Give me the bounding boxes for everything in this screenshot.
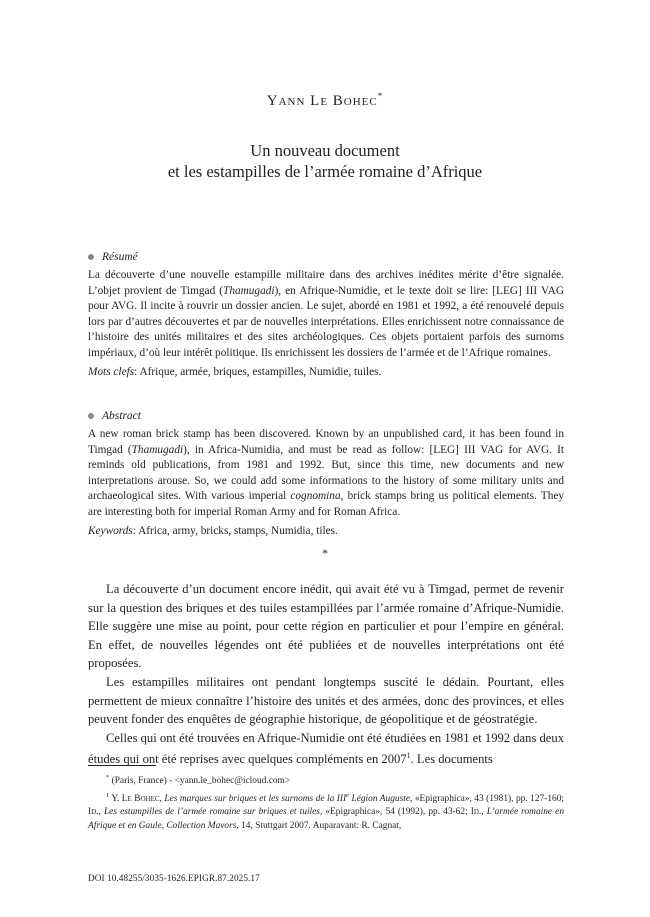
resume-text: La découverte d’une nouvelle estampille militaire dans des archives inédites mérite d’être signalée. L’objet provient de Timgad (Thamugadi), en Afrique-Numidie, et le texte doit se lire: [LEG] III VAG pour AVG. Il incite à rouvrir un dossier ancien. Le sujet, abordé en 1981 et 1992, a été renouvelé depuis lors par d’autres découvertes et par de nouvelles interprétations. Elles enrichissent notre connaissance de l’histoire des unités militaires et des sites archéologiques. Ces objets portaient parfois des surnoms impériaux, d’où leur intérêt politique. Ils enrichissent les dossiers de l’armée et de l’Afrique romaines. <box>88 269 564 359</box>
resume-block <box>88 268 564 380</box>
author-footnote-mark[interactable]: * <box>377 91 384 101</box>
footnotes <box>88 771 564 833</box>
resume-heading: Résumé <box>88 251 138 263</box>
body-paragraph-1: La découverte d’un document encore inédit, qui avait été vu à Timgad, permet de revenir sur la question des briques et des tuiles estampillées par l’armée romaine d’Afrique-Numidie. Elle suggère une mise au point, pour cette région en particulier et pour l’empire en général. En effet, de nouvelles légendes ont été publiées et de nouvelles interprétations ont été proposées. <box>88 582 564 671</box>
footnote-ref-1[interactable]: 1 <box>406 751 411 761</box>
body-paragraph-2: Les estampilles militaires ont pendant longtemps suscité le dédain. Pourtant, elles permettent de mieux connaître l’histoire des unités et des armées, donc des provinces, et elles peuvent fonder des enquêtes de géographie historique, de géopolitique et de géostratégie. <box>88 674 564 727</box>
footnote-1: $^1$ Y. Le Bohec, Les marques sur briques et les surnoms de la IIIe Légion Auguste, «Epigraphica», 43 (1981), pp. 127-160; Id., Les estampilles de l’armée romaine sur briques et tuiles, «Epigraphica», 54 (1992), pp. 43-62; Id., L’armée romaine en Afrique et en Gaule, Collection Mavors, 14, Stuttgart 2007. Auparavant: R. Cagnat, <box>88 791 565 831</box>
doi-identifier[interactable]: DOI 10.48255/3035-1626.EPIGR.87.2025.17 <box>88 873 260 883</box>
resume-keywords: Mots clefs: Afrique, armée, briques, estampilles, Numidie, tuiles. <box>88 365 382 378</box>
abstract-text: A new roman brick stamp has been discovered. Known by an unpublished card, it has been found in Timgad (Thamugadi), in Africa-Numidia, and must be read as follow: [LEG] III VAG for AVG. It reminds old publications, from 1981 and 1992. But, since this time, new documents and new interpretations arouse. So, we could add some informations to the history of some military units and archaeological sites. With various imperial cognomina, brick stamps bring us political elements. They are interesting both for imperial Roman Army and for Roman Africa. <box>88 428 565 518</box>
footnote-divider <box>88 765 156 766</box>
abstract-block <box>88 427 564 539</box>
title-line-1: Un nouveau document <box>250 141 400 160</box>
section-separator: * <box>322 546 328 560</box>
bullet-icon <box>88 254 94 260</box>
abstract-heading: Abstract <box>88 410 141 422</box>
body-paragraph-3: Celles qui ont été trouvées en Afrique-Numidie ont été étudiées en 1981 et 1992 dans deux études qui ont été reprises avec quelques compléments en 2007$^1$. Les documents <box>88 730 564 767</box>
title-line-2: et les estampilles de l’armée romaine d’Afrique <box>167 162 483 181</box>
body-text <box>88 580 564 769</box>
footnote-star: * (Paris, France) - <yann.le_bohec@icloud.com> <box>106 774 291 787</box>
abstract-keywords: Keywords: Africa, army, bricks, stamps, Numidia, tiles. <box>88 524 338 537</box>
author-name: Yann Le Bohec* <box>266 91 384 109</box>
bullet-icon <box>88 413 94 419</box>
article-title <box>0 140 650 182</box>
